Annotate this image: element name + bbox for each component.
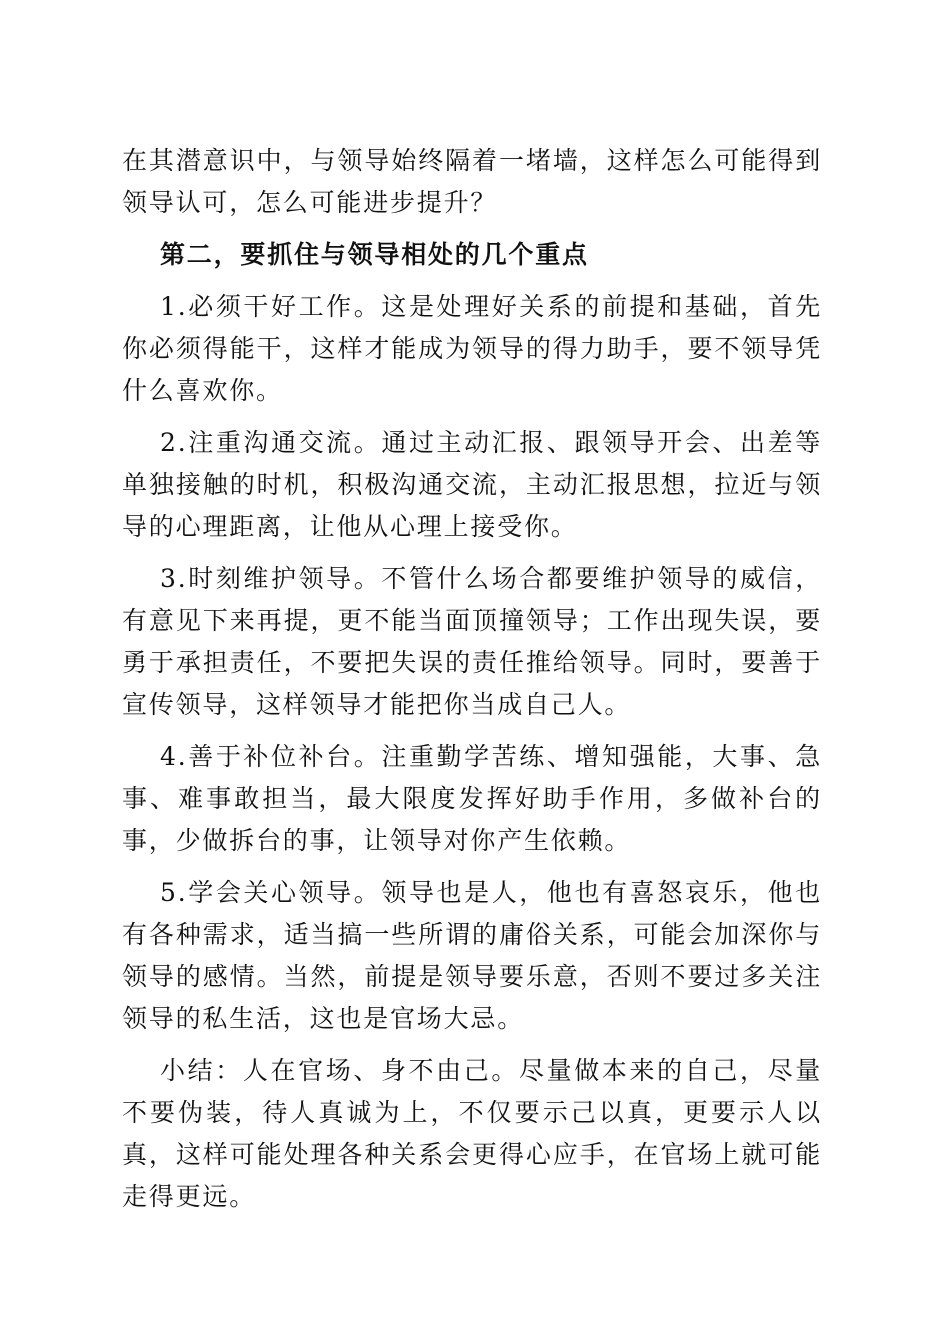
section-heading: 第二，要抓住与领导相处的几个重点 bbox=[160, 240, 589, 269]
paragraph-summary: 小结：人在官场、身不由己。尽量做本来的自己，尽量不要伪装，待人真诚为上，不仅要示己以真，更要示人以真，这样可能处理各种关系会更得心应手，在官场上就可能走得更远。 bbox=[122, 1056, 822, 1211]
paragraph-point-4: 4.善于补位补台。注重勤学苦练、增知强能，大事、急事、难事敢担当，最大限度发挥好助手作用，多做补台的事，少做拆台的事，让领导对你产生依赖。 bbox=[122, 742, 822, 855]
paragraph-continuation: 在其潜意识中，与领导始终隔着一堵墙，这样怎么可能得到领导认可，怎么可能进步提升？ bbox=[122, 146, 822, 217]
paragraph-point-5: 5.学会关心领导。领导也是人，他也有喜怒哀乐，他也有各种需求，适当搞一些所谓的庸俗关系，可能会加深你与领导的感情。当然，前提是领导要乐意，否则不要过多关注领导的私生活，这也是官场大忌。 bbox=[122, 878, 822, 1033]
paragraph-point-1: 1.必须干好工作。这是处理好关系的前提和基础，首先你必须得能干，这样才能成为领导的得力助手，要不领导凭什么喜欢你。 bbox=[122, 292, 822, 405]
paragraph-point-3: 3.时刻维护领导。不管什么场合都要维护领导的威信，有意见下来再提，更不能当面顶撞领导；工作出现失误，要勇于承担责任，不要把失误的责任推给领导。同时，要善于宣传领导，这样领导才能把你当成自己人。 bbox=[122, 564, 822, 719]
paragraph-point-2: 2.注重沟通交流。通过主动汇报、跟领导开会、出差等单独接触的时机，积极沟通交流，主动汇报思想，拉近与领导的心理距离，让他从心理上接受你。 bbox=[122, 428, 822, 541]
document-body bbox=[122, 140, 822, 1228]
